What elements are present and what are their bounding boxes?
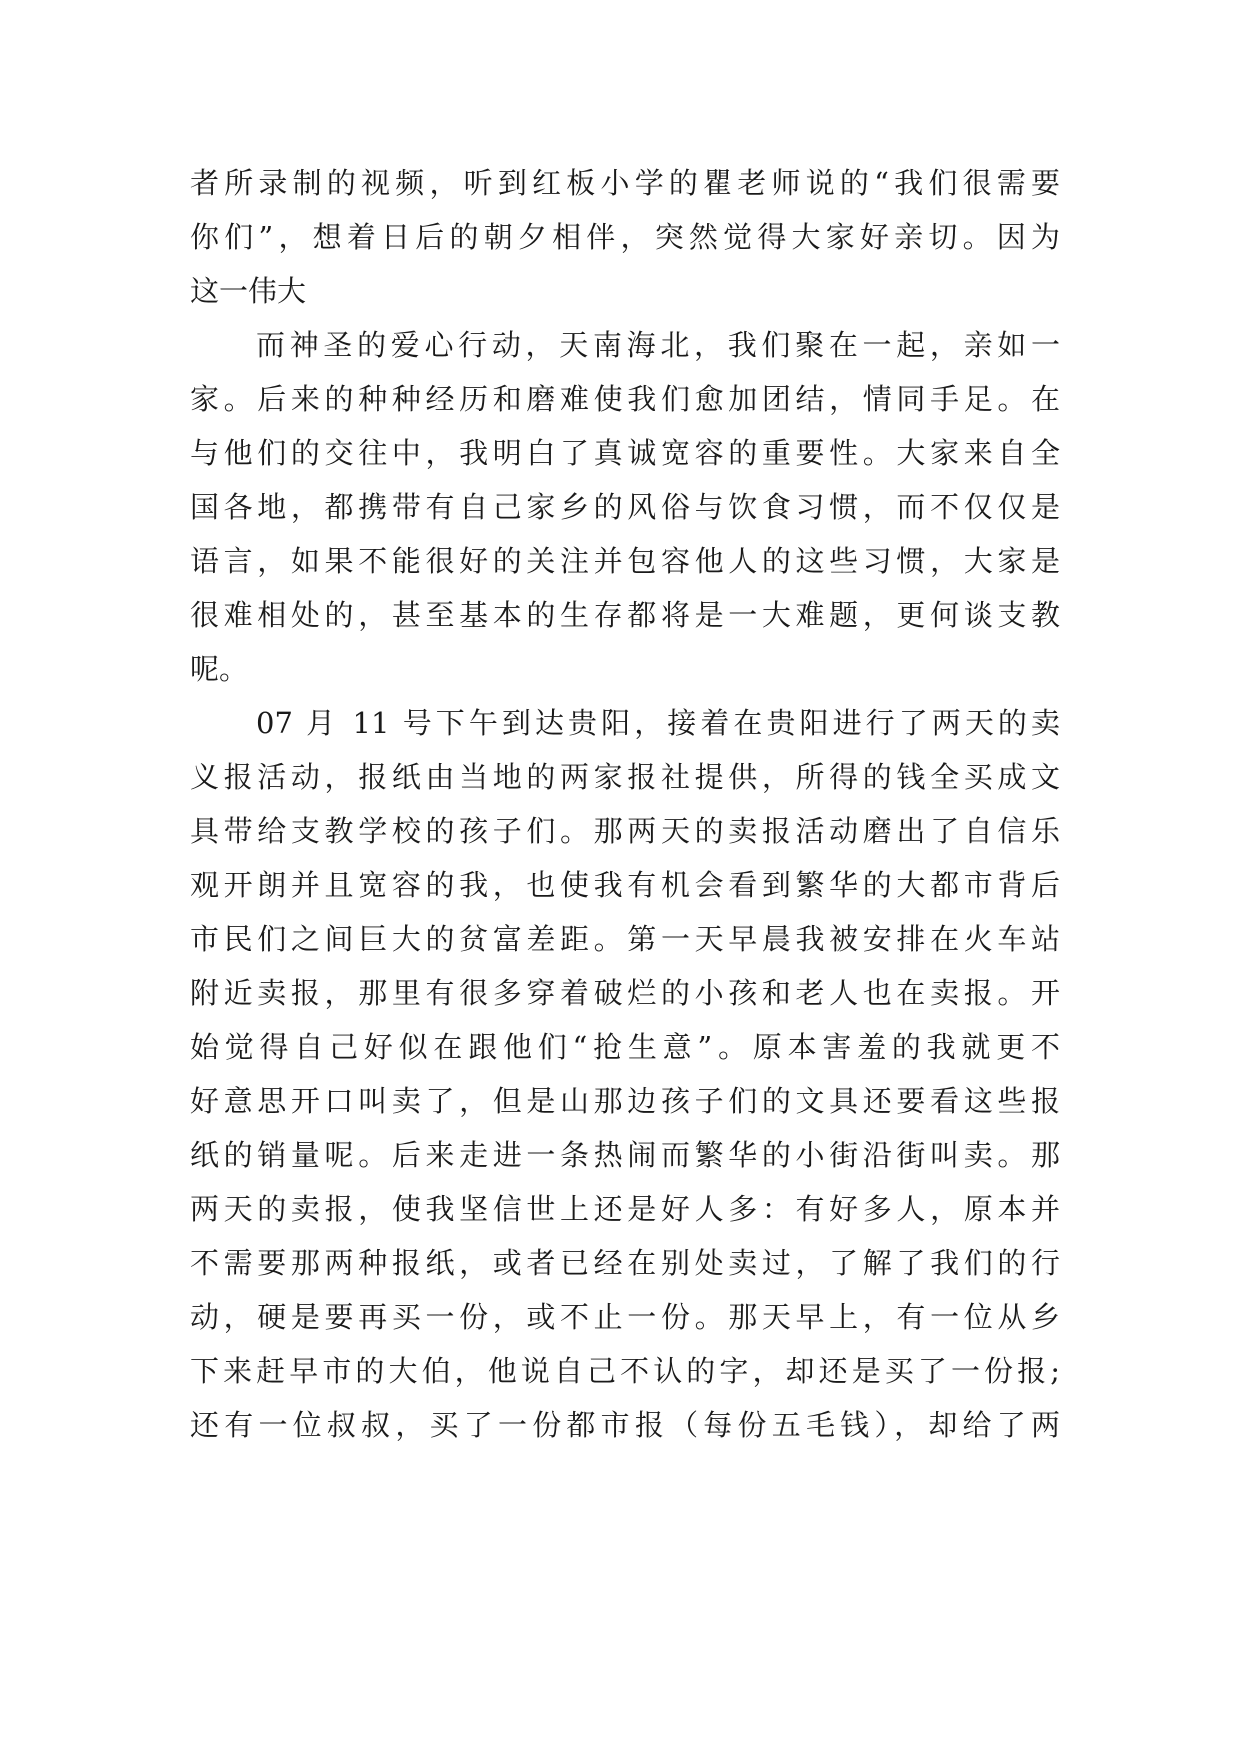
text-line: 纸的销量呢。后来走进一条热闹而繁华的小街沿街叫卖。那 (190, 1138, 1060, 1172)
text-line: 这一伟大 (190, 274, 307, 308)
text-line: 市民们之间巨大的贫富差距。第一天早晨我被安排在火车站 (190, 922, 1060, 956)
text-line: 下来赶早市的大伯，他说自己不认的字，却还是买了一份报; (190, 1354, 1060, 1388)
body-text (190, 156, 1060, 1452)
text-line: 国各地，都携带有自己家乡的风俗与饮食习惯，而不仅仅是 (190, 490, 1060, 524)
text-line: 者所录制的视频，听到红板小学的瞿老师说的“我们很需要 (190, 166, 1060, 200)
text-line: 观开朗并且宽容的我，也使我有机会看到繁华的大都市背后 (190, 868, 1060, 902)
text-line: 语言，如果不能很好的关注并包容他人的这些习惯，大家是 (190, 544, 1060, 578)
paragraph-first-line: 而神圣的爱心行动，天南海北，我们聚在一起，亲如一 (256, 328, 1060, 362)
text-line: 义报活动，报纸由当地的两家报社提供，所得的钱全买成文 (190, 760, 1060, 794)
text-line: 还有一位叔叔，买了一份都市报（每份五毛钱），却给了两 (190, 1408, 1060, 1442)
text-line: 好意思开口叫卖了，但是山那边孩子们的文具还要看这些报 (190, 1084, 1060, 1118)
text-line: 你们”，想着日后的朝夕相伴，突然觉得大家好亲切。因为 (190, 220, 1060, 254)
text-line: 始觉得自己好似在跟他们“抢生意”。原本害羞的我就更不 (190, 1030, 1060, 1064)
text-line: 呢。 (190, 652, 249, 686)
text-line: 不需要那两种报纸，或者已经在别处卖过，了解了我们的行 (190, 1246, 1060, 1280)
text-line: 动，硬是要再买一份，或不止一份。那天早上，有一位从乡 (190, 1300, 1060, 1334)
text-line: 家。后来的种种经历和磨难使我们愈加团结，情同手足。在 (190, 382, 1060, 416)
text-line: 附近卖报，那里有很多穿着破烂的小孩和老人也在卖报。开 (190, 976, 1060, 1010)
text-line: 与他们的交往中，我明白了真诚宽容的重要性。大家来自全 (190, 436, 1060, 470)
text-line: 两天的卖报，使我坚信世上还是好人多：有好多人，原本并 (190, 1192, 1060, 1226)
text-line: 具带给支教学校的孩子们。那两天的卖报活动磨出了自信乐 (190, 814, 1060, 848)
paragraph-first-line: 07 月 11 号下午到达贵阳，接着在贵阳进行了两天的卖 (256, 706, 1060, 740)
text-line: 很难相处的，甚至基本的生存都将是一大难题，更何谈支教 (190, 598, 1060, 632)
